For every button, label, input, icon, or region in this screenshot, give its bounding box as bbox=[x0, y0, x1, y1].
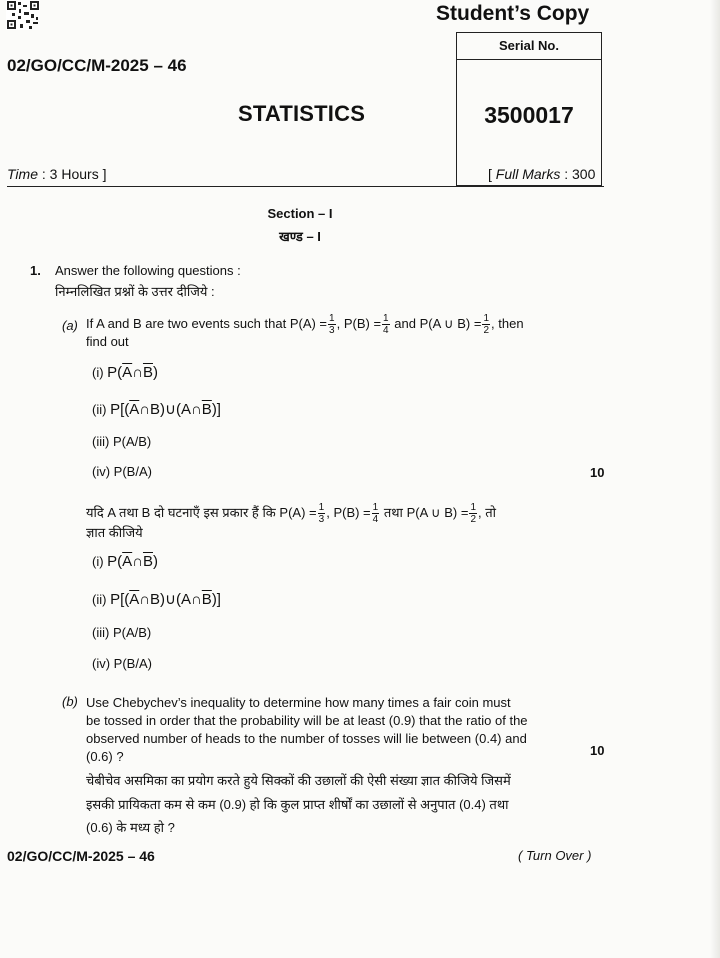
part-b-en-line-2: be tossed in order that the probability will be at least (0.9) that the ratio of the bbox=[86, 713, 528, 728]
expr-iv: P(B/A) bbox=[113, 464, 152, 479]
subpart-label: (ii) bbox=[92, 592, 107, 607]
subject-title: STATISTICS bbox=[238, 101, 366, 126]
serial-number-box bbox=[456, 32, 602, 186]
time-line bbox=[7, 166, 106, 182]
subpart-i-hi bbox=[92, 553, 158, 570]
serial-number: 3500017 bbox=[484, 102, 574, 128]
expr-i: $P(\overline{A}\cap\overline{B})$ bbox=[107, 364, 158, 381]
subpart-label: (i) bbox=[92, 365, 104, 380]
section-title-en: Section – I bbox=[267, 206, 333, 221]
part-b-hi-line-3: (0.6) के मध्य हो ? bbox=[86, 820, 175, 835]
fraction-denominator: 4 bbox=[383, 325, 389, 336]
fraction-numerator: 1 bbox=[383, 313, 389, 324]
pb-expr-hi: P(B) = bbox=[333, 504, 371, 520]
marks-bracket: [ bbox=[488, 166, 496, 182]
subpart-label: (i) bbox=[92, 554, 104, 569]
fraction-pb-hi bbox=[372, 502, 380, 525]
subpart-label: (iv) bbox=[92, 656, 111, 671]
fraction-denominator: 2 bbox=[470, 514, 477, 525]
then-hi: , तो bbox=[478, 504, 497, 520]
part-b-label: (b) bbox=[62, 694, 78, 709]
part-a-marks: 10 bbox=[590, 465, 605, 480]
fraction-pb bbox=[382, 313, 390, 336]
subpart-i-en bbox=[92, 364, 158, 381]
fraction-pa-hi bbox=[318, 502, 326, 525]
subpart-iii-hi bbox=[92, 625, 151, 640]
find-out-hi: ज्ञात कीजिये bbox=[86, 525, 143, 540]
part-b-en-line-1: Use Chebychev’s inequality to determine how many times a fair coin must bbox=[86, 695, 511, 710]
and-en: and bbox=[394, 315, 416, 331]
fraction-pab bbox=[482, 313, 490, 336]
fraction-pab-hi bbox=[469, 502, 477, 525]
find-out-en: find out bbox=[86, 334, 129, 349]
fraction-denominator: 3 bbox=[318, 514, 325, 525]
subpart-label: (iii) bbox=[92, 434, 110, 449]
subpart-label: (iii) bbox=[92, 625, 110, 640]
fraction-denominator: 3 bbox=[329, 325, 335, 336]
marks-value: : 300 bbox=[564, 166, 596, 182]
pab-expr: P(A ∪ B) = bbox=[419, 315, 482, 331]
part-a-lead-hi: यदि A तथा B दो घटनाएँ इस प्रकार हैं कि bbox=[86, 504, 276, 520]
subpart-label: (iv) bbox=[92, 464, 111, 479]
subpart-iii-en bbox=[92, 434, 151, 449]
part-a-lead-en: If A and B are two events such that bbox=[86, 315, 287, 331]
fraction-numerator: 1 bbox=[372, 502, 379, 513]
part-b-hi-line-2: इसकी प्रायिकता कम से कम (0.9) हो कि कुल प्राप्त शीर्षों का उछालों से अनुपात (0.4) तथा bbox=[86, 797, 509, 812]
subpart-iv-hi bbox=[92, 656, 152, 671]
pab-expr-hi: P(A ∪ B) = bbox=[406, 504, 469, 520]
question-number: 1. bbox=[30, 263, 41, 278]
expr-ii-hi: $P[(\overline{A}\cap B)\cup(A\cap\overline{B})]$ bbox=[110, 591, 221, 608]
fraction-pa bbox=[328, 313, 336, 336]
full-marks-line bbox=[488, 166, 595, 182]
page-edge-shadow bbox=[710, 0, 720, 958]
expr-iii: P(A/B) bbox=[112, 434, 152, 449]
fraction-numerator: 1 bbox=[329, 313, 335, 324]
part-a-statement-en: If A and B are two events such that P(A) = $\frac{1}{3}$ , P(B) = $\frac{1}{4}$ and P(A ∪ B) = $\frac{1}{2}$ , then bbox=[86, 313, 524, 336]
marks-label: Full Marks bbox=[495, 166, 561, 182]
subpart-ii-hi bbox=[92, 590, 221, 608]
expr-iv-hi: P(B/A) bbox=[113, 656, 152, 671]
then-en: , then bbox=[491, 315, 524, 331]
expr-ii: $P[(\overline{A}\cap B)\cup(A\cap\overline{B})]$ bbox=[110, 401, 221, 418]
subpart-ii-en bbox=[92, 400, 221, 418]
pb-expr: P(B) = bbox=[343, 315, 382, 331]
students-copy-label: Student’s Copy bbox=[436, 2, 590, 25]
subpart-iv-en bbox=[92, 464, 152, 479]
and-hi: तथा bbox=[383, 504, 403, 520]
footer-paper-code: 02/GO/CC/M-2025 – 46 bbox=[7, 848, 155, 864]
instruction-en: Answer the following questions : bbox=[55, 263, 241, 278]
instruction-hi: निम्नलिखित प्रश्नों के उत्तर दीजिये : bbox=[55, 284, 215, 299]
part-b-en-line-4: (0.6) ? bbox=[86, 749, 124, 764]
fraction-numerator: 1 bbox=[318, 502, 325, 513]
part-b-hi-line-1: चेबीचेव असमिका का प्रयोग करते हुये सिक्कों की उछालों की ऐसी संख्या ज्ञात कीजिये जिसमें bbox=[86, 773, 511, 788]
pa-expr-hi: P(A) = bbox=[279, 504, 317, 520]
expr-iii-hi: P(A/B) bbox=[112, 625, 152, 640]
part-b-marks: 10 bbox=[590, 743, 605, 758]
expr-i-hi: $P(\overline{A}\cap\overline{B})$ bbox=[107, 553, 158, 570]
serial-label: Serial No. bbox=[457, 33, 601, 60]
subpart-label: (ii) bbox=[92, 402, 107, 417]
qr-code-icon bbox=[6, 0, 40, 30]
part-b-en-line-3: observed number of heads to the number of tosses will lie between (0.4) and bbox=[86, 731, 527, 746]
fraction-denominator: 4 bbox=[372, 514, 379, 525]
fraction-numerator: 1 bbox=[483, 313, 490, 324]
pa-expr: P(A) = bbox=[289, 315, 328, 331]
fraction-denominator: 2 bbox=[483, 325, 490, 336]
paper-code: 02/GO/CC/M-2025 – 46 bbox=[7, 56, 187, 75]
time-label: Time bbox=[7, 166, 38, 182]
fraction-numerator: 1 bbox=[470, 502, 477, 513]
header-divider bbox=[7, 186, 604, 187]
section-title-hi: खण्ड – I bbox=[279, 229, 321, 244]
part-a-statement-hi: यदि A तथा B दो घटनाएँ इस प्रकार हैं कि P(A) = $\frac{1}{3}$ , P(B) = $\frac{1}{4}$ तथा P(A ∪ B) = $\frac{1}{2}$ , तो bbox=[86, 502, 497, 525]
turn-over-label: ( Turn Over ) bbox=[518, 848, 592, 863]
part-a-label: (a) bbox=[62, 318, 78, 333]
time-value: : 3 Hours ] bbox=[41, 166, 107, 182]
